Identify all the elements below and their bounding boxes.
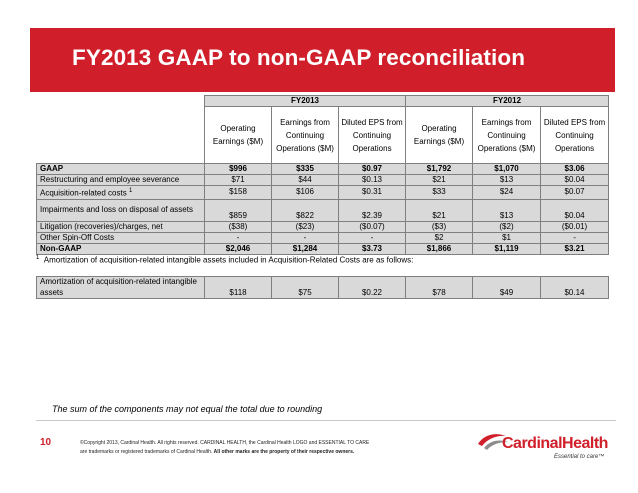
row-label [37, 186, 205, 200]
row-label: Non-GAAP [37, 243, 205, 254]
table-cell: $33 [406, 186, 473, 200]
table-cell: $0.31 [339, 186, 406, 200]
table-cell: $1,070 [473, 164, 541, 175]
row-label: Impairments and loss on disposal of assets [37, 199, 205, 221]
rounding-note: The sum of the components may not equal the total due to rounding [52, 404, 323, 414]
table-cell: $2.39 [339, 199, 406, 221]
footnote-marker: 1 [36, 255, 40, 261]
divider [36, 420, 616, 421]
table-cell: ($0.01) [541, 221, 609, 232]
table-row-acquisition [37, 186, 609, 200]
page-title: FY2013 GAAP to non-GAAP reconciliation [72, 45, 526, 70]
column-header: Earnings from Continuing Operations ($M) [272, 107, 339, 164]
column-header: Diluted EPS from Continuing Operations [541, 107, 609, 164]
group-header-row [37, 96, 609, 107]
amortization-table [36, 276, 609, 299]
column-header: Operating Earnings ($M) [205, 107, 272, 164]
table-cell: $1 [473, 232, 541, 243]
row-label-text: Acquisition-related costs [40, 188, 127, 198]
table-cell: $21 [406, 199, 473, 221]
blank-cell [37, 107, 205, 164]
table-cell: $0.04 [541, 199, 609, 221]
column-header: Operating Earnings ($M) [406, 107, 473, 164]
table-cell: $24 [473, 186, 541, 200]
table-cell: ($3) [406, 221, 473, 232]
table-row-restructuring [37, 175, 609, 186]
logo-tagline [554, 454, 604, 460]
table-cell: ($2) [473, 221, 541, 232]
table-cell: - [339, 232, 406, 243]
table-row-litigation [37, 221, 609, 232]
table-cell: $75 [272, 277, 339, 299]
table-row-amortization [37, 277, 609, 299]
table-cell: $0.14 [541, 277, 609, 299]
table-cell: ($38) [205, 221, 272, 232]
table-cell: $71 [205, 175, 272, 186]
row-label: Amortization of acquisition-related intangible assets [37, 277, 205, 299]
table-cell: $822 [272, 199, 339, 221]
table-cell: - [272, 232, 339, 243]
group-header-fy2013: FY2013 [205, 96, 406, 107]
table-cell: $996 [205, 164, 272, 175]
table-row-spinoff [37, 232, 609, 243]
table-cell: - [205, 232, 272, 243]
table-cell: $1,284 [272, 243, 339, 254]
table-cell: $0.07 [541, 186, 609, 200]
table-cell: $0.13 [339, 175, 406, 186]
table-cell: $118 [205, 277, 272, 299]
column-header-row [37, 107, 609, 164]
table-cell: $13 [473, 175, 541, 186]
table-cell: ($23) [272, 221, 339, 232]
table-row-non-gaap [37, 243, 609, 254]
cardinal-health-logo [476, 430, 616, 470]
table-cell: $1,119 [473, 243, 541, 254]
logo-wordmark: CardinalHealth [502, 435, 608, 452]
table-cell: $13 [473, 199, 541, 221]
table-cell: $106 [272, 186, 339, 200]
table-cell: $2,046 [205, 243, 272, 254]
table-cell: $0.22 [339, 277, 406, 299]
table-cell: $2 [406, 232, 473, 243]
blank-cell [37, 96, 205, 107]
table-cell: $335 [272, 164, 339, 175]
table-cell: $78 [406, 277, 473, 299]
row-label: Litigation (recoveries)/charges, net [37, 221, 205, 232]
table-cell: $0.97 [339, 164, 406, 175]
column-header: Earnings from Continuing Operations ($M) [473, 107, 541, 164]
table-cell: $158 [205, 186, 272, 200]
group-header-fy2012: FY2012 [406, 96, 609, 107]
table-cell: ($0.07) [339, 221, 406, 232]
logo-tagline-text: Essential to care [554, 454, 599, 460]
table-cell: $1,866 [406, 243, 473, 254]
copyright-line-1: ©Copyright 2013, Cardinal Health. All rights reserved. CARDINAL HEALTH, the Cardinal Health LOGO and ESSENTIAL TO CARE [80, 440, 370, 446]
table-cell: $1,792 [406, 164, 473, 175]
logo-trademark: ™ [598, 454, 605, 460]
table-cell: $49 [473, 277, 541, 299]
title-bar [30, 28, 615, 92]
reconciliation-table [36, 95, 609, 255]
copyright-line-2: are trademarks or registered trademarks of Cardinal Health. [80, 449, 213, 455]
table-row-gaap [37, 164, 609, 175]
table-cell: $21 [406, 175, 473, 186]
table-cell: $0.04 [541, 175, 609, 186]
row-label: GAAP [37, 164, 205, 175]
table-cell: $44 [272, 175, 339, 186]
row-label: Other Spin-Off Costs [37, 232, 205, 243]
table-cell: - [541, 232, 609, 243]
table-cell: $3.06 [541, 164, 609, 175]
page-number: 10 [40, 437, 52, 448]
footnote-text: Amortization of acquisition-related intangible assets included in Acquisition-Related Costs are as follows: [43, 255, 414, 265]
row-label: Restructuring and employee severance [37, 175, 205, 186]
footnote [36, 255, 413, 265]
table-cell: $3.21 [541, 243, 609, 254]
copyright-notice [80, 439, 440, 457]
table-cell: $3.73 [339, 243, 406, 254]
table-cell: $859 [205, 199, 272, 221]
footnote-marker: 1 [128, 188, 133, 194]
copyright-bold: All other marks are the property of their respective owners. [213, 449, 355, 455]
table-row-impairments [37, 199, 609, 221]
column-header: Diluted EPS from Continuing Operations [339, 107, 406, 164]
